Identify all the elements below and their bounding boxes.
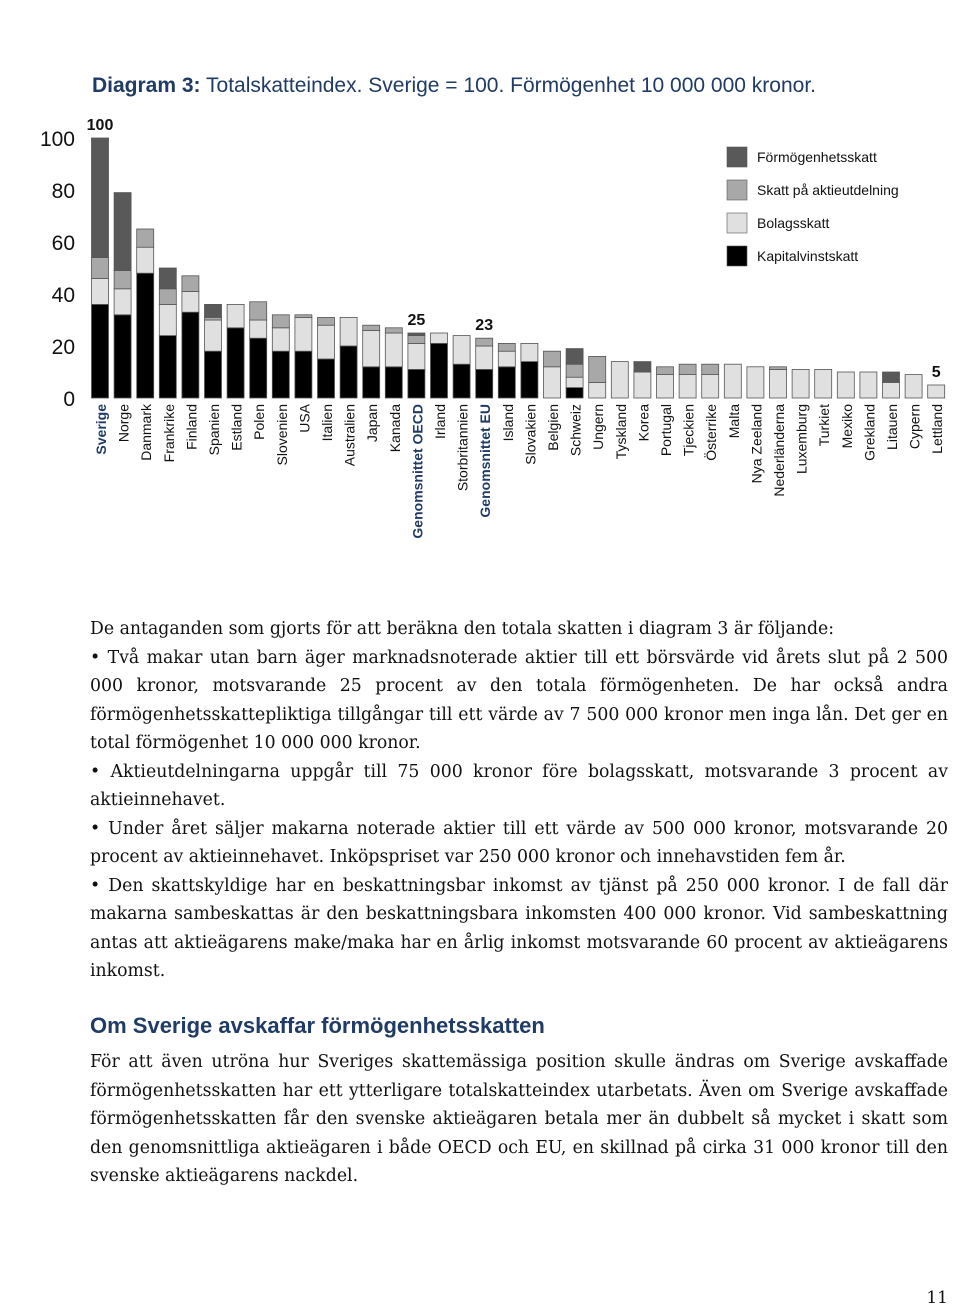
bar-segment [363,325,380,330]
bar-segment [431,343,448,398]
bar-segment [385,328,402,333]
bar-segment [92,304,109,398]
bar-segment [363,367,380,398]
legend-swatch [727,246,747,266]
legend-swatch [727,147,747,167]
x-tick-label: Grekland [861,404,878,461]
bar-segment [182,276,199,292]
assumption-bullet-4: • Den skattskyldige har en beskattningsbar inkomst av tjänst på 250 000 kronor. I de fall där makarna sambeskattas är den beskattningsbara inkomsten 400 000 kronor. Vid sambeskattning antas att aktieägarens make/maka har en årlig inkomst motsvarande 60 procent av aktieägarens inkomst. [90,875,948,981]
bar-segment [408,343,425,369]
data-label: 23 [475,317,494,335]
bar-segment [905,375,922,398]
bar-segment [159,289,176,305]
bar-segment [928,385,945,398]
legend-swatch [727,213,747,233]
section-heading: Om Sverige avskaffar förmögenhetsskatten [90,1013,545,1038]
legend-label: Bolagsskatt [757,215,830,231]
assumptions-intro: De antaganden som gjorts för att beräkna den totala skatten i diagram 3 är följande: [90,619,835,639]
bar-segment [657,375,674,398]
x-tick-label: Storbritannien [454,404,471,492]
x-tick-label: Nederländerna [771,404,787,497]
y-tick-label: 0 [63,388,75,411]
bar-segment [137,229,154,247]
bar-segment [544,351,561,367]
bar-segment [566,377,583,387]
bar-segment [498,367,515,398]
bar-segment [431,333,448,343]
legend-label: Förmögenhetsskatt [757,149,877,165]
bar-segment [250,302,267,320]
x-tick-label: Japan [364,404,381,443]
x-tick-label: USA [296,404,313,433]
x-tick-label: Tyskland [612,404,629,460]
chart-title-prefix: Diagram 3: [92,74,201,97]
bar-segment [657,367,674,375]
x-tick-label: Genomsnittet EU [477,404,494,518]
bar-segment [385,367,402,398]
x-tick-label: Danmark [138,404,155,461]
x-tick-label: Slovenien [273,404,290,466]
section-paragraph: För att även utröna hur Sveriges skattemässiga position skulle ändras om Sverige avskaffade förmögenhetsskatten har ett ytterligare totalskatteindex utarbetats. Även om Sverige avskaffade förmögenhetsskatten får den svenske aktieägaren betala mer än dubbelt så mycket i skatt som den genomsnittliga aktieägaren i både OECD och EU, en skillnad på cirka 31 000 kronor till den svenske aktieägarens nackdel. [90,1052,948,1186]
data-label: 5 [931,364,941,381]
bar-segment [724,364,741,398]
x-tick-label: Nya Zeeland [748,404,765,484]
bar-segment [747,367,764,398]
bar-segment [272,328,289,351]
x-tick-label: Island [499,404,516,442]
bar-segment [634,362,651,372]
legend-swatch [727,180,747,200]
bar-segment [408,369,425,398]
x-tick-label: Portugal [658,404,674,457]
bar-segment [250,338,267,398]
assumptions-text [90,615,948,986]
x-tick-label: Genomsnittet OECD [409,404,426,539]
bar-segment [205,351,222,398]
x-tick-label: Polen [251,404,268,440]
x-tick-label: Malta [725,404,742,439]
x-tick-label: Tjeckien [680,404,697,457]
x-tick-label: Belgien [545,404,561,451]
bar-segment [272,351,289,398]
assumption-bullet-3: • Under året säljer makarna noterade aktier till ett värde av 500 000 kronor, motsvarande 20 procent av aktieinnehavet. Inköpspriset var 250 000 kronor och innehavstiden fem år. [90,818,948,867]
legend-label: Skatt på aktieutdelning [757,182,899,198]
x-tick-label: Finland [183,404,200,450]
bar-segment [114,193,131,271]
bar-segment [521,343,538,361]
bar-segment [770,369,787,398]
x-tick-label: Norge [115,404,132,443]
bar-segment [521,362,538,398]
bar-segment [611,362,628,398]
bar-segment [295,317,312,351]
y-tick-label: 80 [51,180,75,203]
y-tick-label: 20 [51,336,75,359]
bar-segment [159,304,176,335]
bar-segment [205,320,222,351]
x-tick-label: Australien [341,404,358,467]
bar-segment [114,289,131,315]
bar-segment [566,349,583,365]
page-number: 11 [926,1288,948,1308]
bar-segment [137,273,154,398]
bar-segment [770,367,787,370]
bar-segment [476,346,493,369]
bar-segment [589,382,606,398]
bar-segment [476,338,493,346]
bar-segment [453,364,470,398]
assumption-bullet-2: • Aktieutdelningarna uppgår till 75 000 kronor före bolagsskatt, motsvarande 3 procent av aktieinnehavet. [90,761,948,810]
data-label: 25 [407,312,426,329]
bar-segment [453,336,470,365]
x-tick-label: Mexiko [838,404,855,449]
bar-segment [566,364,583,377]
bar-segment [137,247,154,273]
bar-segment [159,268,176,289]
bar-segment [340,346,357,398]
bar-segment [815,369,832,398]
x-tick-label: Cypern [906,404,923,450]
x-tick-label: Italien [319,404,335,442]
x-tick-label: Österrike [703,404,720,461]
bar-segment [227,328,244,398]
x-tick-label: Kanada [386,404,403,453]
assumption-bullet-1: • Två makar utan barn äger marknadsnoterade aktier till ett börsvärde vid årets slut på 2 500 000 kronor, motsvarande 25 procent av den totala förmögenheten. De har också andra förmögenhetsskattepliktiga tillgångar till ett värde av 7 500 000 kronor men inga lån. Det ger en total förmögenhet 10 000 000 kronor. [90,647,948,753]
bar-segment [883,382,900,398]
bar-segment [363,330,380,366]
x-tick-label: Slovakien [522,404,539,465]
bar-segment [159,336,176,398]
bar-segment [114,271,131,289]
x-tick-label: Frankrike [160,404,177,463]
y-tick-label: 40 [51,284,75,307]
bar-segment [272,315,289,328]
bar-segment [476,369,493,398]
x-tick-label: Luxemburg [793,404,810,475]
bar-segment [318,317,335,325]
bar-segment [408,336,425,344]
x-tick-label: Lettland [929,404,946,454]
bar-segment [544,367,561,398]
data-label: 100 [86,117,114,134]
x-tick-label: Estland [228,404,245,451]
x-tick-label: Irland [432,404,448,440]
bar-segment [679,375,696,398]
bar-segment [250,320,267,338]
bar-segment [498,351,515,367]
bar-segment [679,364,696,374]
chart-title-text: Totalskatteindex. Sverige = 100. Förmögenhet 10 000 000 kronor. [206,74,816,97]
bar-segment [634,372,651,398]
x-tick-label: Turkiet [816,404,833,447]
bar-segment [883,372,900,382]
bar-segment [702,375,719,398]
chart-title [92,74,816,98]
bar-segment [566,388,583,398]
x-tick-label: Sverige [93,404,109,455]
x-tick-label: Spanien [206,404,222,456]
bar-segment [385,333,402,367]
bar-segment [295,315,312,318]
x-tick-label: Korea [635,404,652,442]
x-tick-label: Litauen [884,404,900,450]
bar-segment [860,372,877,398]
bar-segment [92,258,109,279]
bar-segment [792,369,809,398]
bar-segment [182,291,199,312]
bar-segment [182,312,199,398]
x-tick-label: Ungern [590,404,607,450]
bar-segment [318,325,335,359]
bar-segment [702,364,719,374]
bar-segment [295,351,312,398]
bar-segment [340,317,357,346]
bar-segment [318,359,335,398]
bar-segment [498,343,515,351]
bar-segment [114,315,131,398]
bar-segment [408,333,425,336]
x-tick-label: Schweiz [567,404,584,457]
y-tick-label: 60 [51,232,75,255]
bar-segment [92,278,109,304]
bar-segment [227,304,244,327]
section-text [90,1048,948,1191]
bar-segment [92,138,109,258]
y-tick-label: 100 [39,128,75,151]
bar-segment [837,372,854,398]
bar-segment [589,356,606,382]
bar-segment [205,304,222,317]
legend-label: Kapitalvinstskatt [757,248,859,264]
